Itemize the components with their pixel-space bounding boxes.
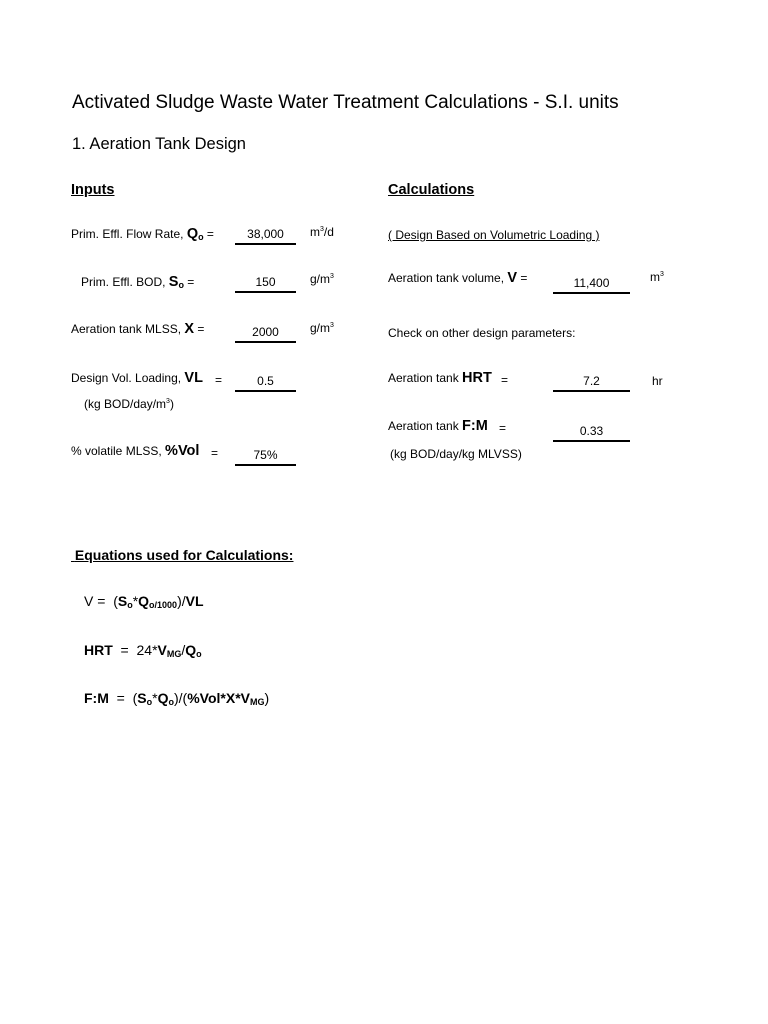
- bod-label: Prim. Effl. BOD, $S_o$ =: [81, 274, 195, 290]
- vol-loading-field[interactable]: 0.5: [235, 372, 296, 392]
- calculations-heading: Calculations: [388, 182, 475, 198]
- fm-units: (kg BOD/day/kg MLVSS): [390, 447, 522, 461]
- fm-label: Aeration tank F:M: [388, 418, 488, 434]
- mlss-field[interactable]: 2000: [235, 323, 296, 343]
- equation-fm: F:M = $(S_o*Q_o)/(\%Vol*X*V_{MG})$: [84, 690, 270, 707]
- fm-equals: =: [499, 421, 507, 435]
- bod-unit: $g/m^3$: [310, 272, 334, 286]
- flow-rate-unit: $m^3/d$: [310, 225, 334, 239]
- equations-heading: Equations used for Calculations:: [74, 547, 294, 563]
- section-title: 1. Aeration Tank Design: [72, 135, 246, 153]
- design-basis-note: ( Design Based on Volumetric Loading ): [388, 228, 600, 242]
- vol-loading-equals: =: [215, 373, 223, 387]
- vol-loading-units: (kg BOD/$day/m^3$): [84, 397, 174, 411]
- volatile-mlss-label: % volatile MLSS, %Vol: [71, 443, 200, 459]
- hrt-unit: hr: [652, 374, 663, 388]
- tank-volume-value: 11,400: [553, 274, 630, 294]
- flow-rate-label: Prim. Effl. Flow Rate, $Q_o$ =: [71, 226, 214, 242]
- hrt-value: 7.2: [553, 372, 630, 392]
- equation-hrt: HRT = $24*V_{MG}/Q_o$: [84, 642, 202, 659]
- hrt-label: Aeration tank HRT: [388, 370, 492, 386]
- bod-field[interactable]: 150: [235, 273, 296, 293]
- tank-volume-label: Aeration tank volume, V =: [388, 270, 528, 286]
- mlss-label: Aeration tank MLSS, X =: [71, 321, 205, 337]
- equation-volume: $V = (S_o*Q_{o/1000})/VL$: [84, 593, 204, 610]
- hrt-equals: =: [501, 373, 509, 387]
- page-title: Activated Sludge Waste Water Treatment Calculations - S.I. units: [72, 92, 619, 113]
- check-parameters-text: Check on other design parameters:: [388, 326, 576, 340]
- vol-loading-label: Design Vol. Loading, VL: [71, 370, 203, 386]
- mlss-unit: $g/m^3$: [310, 321, 334, 335]
- tank-volume-unit: $m^3$: [650, 270, 664, 284]
- flow-rate-field[interactable]: 38,000: [235, 225, 296, 245]
- inputs-heading: Inputs: [71, 182, 115, 198]
- fm-value: 0.33: [553, 422, 630, 442]
- volatile-mlss-equals: =: [211, 446, 219, 460]
- volatile-mlss-field[interactable]: 75%: [235, 446, 296, 466]
